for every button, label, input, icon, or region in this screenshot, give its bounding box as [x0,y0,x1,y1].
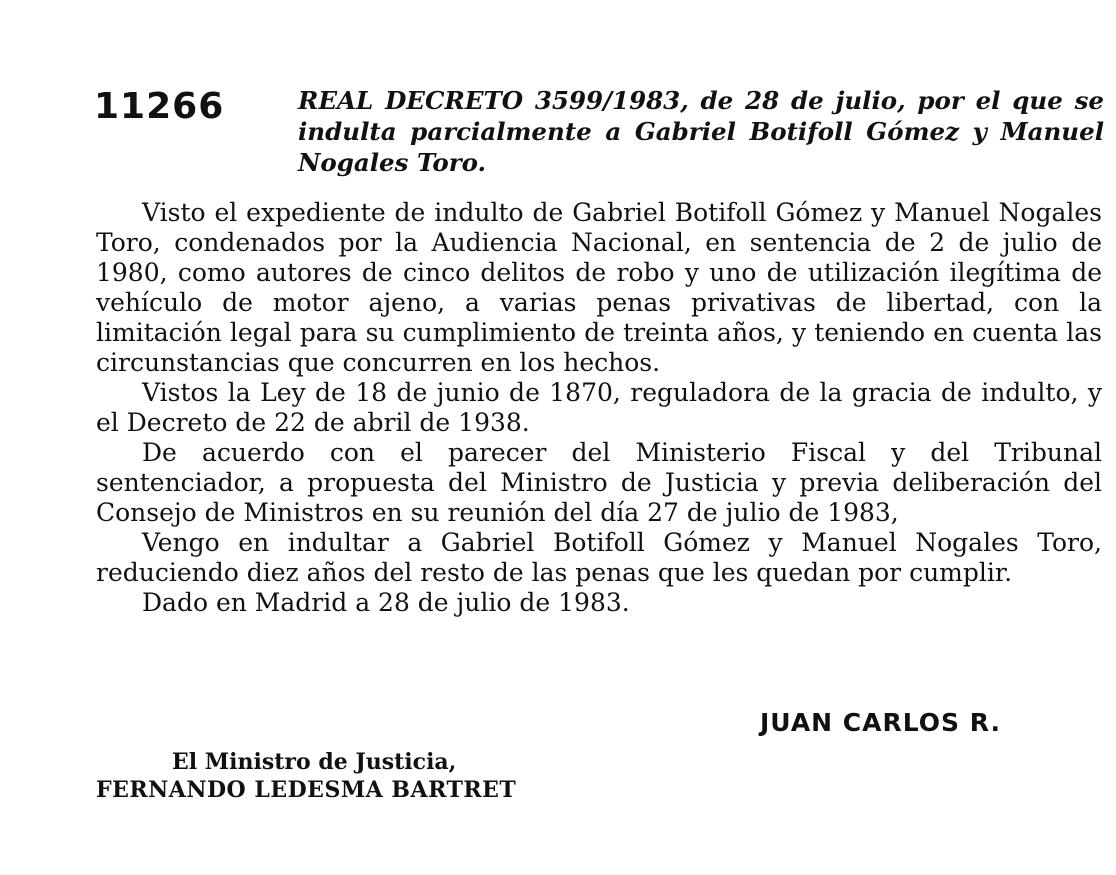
paragraph-de-acuerdo: De acuerdo con el parecer del Ministerio Fiscal y del Tribunal sentenciador, a propuesta del Ministro de Justicia y previa deliberación del Consejo de Ministros en su reunión del día 27 de julio de 1983, [96,438,1102,527]
minister-role: El Ministro de Justicia, [172,749,457,775]
minister-signature-block [96,748,616,804]
paragraph-vengo-en-indultar: Vengo en indultar a Gabriel Botifoll Gómez y Manuel Nogales Toro, reduciendo diez años del resto de las penas que les quedan por cumplir. [96,528,1102,587]
decree-title: REAL DECRETO 3599/1983, de 28 de julio, por el que se indulta parcialmente a Gabriel Botifoll Gómez y Manuel Nogales Toro. [298,86,1104,177]
minister-name: FERNANDO LEDESMA BARTRET [96,777,517,803]
paragraph-dado-en-madrid: Dado en Madrid a 28 de julio de 1983. [142,588,630,617]
decree-number: 11266 [94,86,225,127]
paragraph-vistos-ley: Vistos la Ley de 18 de junio de 1870, reguladora de la gracia de indulto, y el Decreto de 22 de abril de 1938. [96,378,1102,437]
decree-body [96,198,1102,618]
paragraph-visto-expediente: Visto el expediente de indulto de Gabriel Botifoll Gómez y Manuel Nogales Toro, condenados por la Audiencia Nacional, en sentencia de 2 de julio de 1980, como autores de cinco delitos de robo y uno de utilización ilegítima de vehículo de motor ajeno, a varias penas privativas de libertad, con la limitación legal para su cumplimiento de treinta años, y teniendo en cuenta las circunstancias que concurren en los hechos. [96,198,1102,377]
king-signature: JUAN CARLOS R. [760,708,1001,737]
